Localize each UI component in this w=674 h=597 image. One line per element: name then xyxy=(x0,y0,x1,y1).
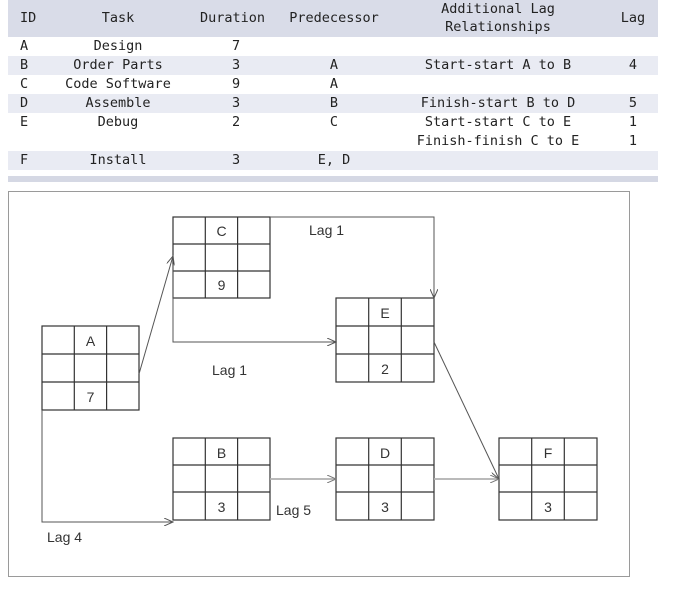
cell-id: E xyxy=(20,114,29,130)
cell-predecessor: C xyxy=(329,114,339,130)
cell-relationship: Start-start C to E xyxy=(424,114,572,130)
cell-duration: 3 xyxy=(232,57,241,73)
table-row xyxy=(8,151,658,170)
arrow-e-to-f xyxy=(434,342,499,479)
arrow-a-to-c xyxy=(139,256,173,374)
node-d xyxy=(336,438,434,520)
node-e xyxy=(336,298,434,382)
cell-task: Code Software xyxy=(65,76,171,92)
lag-label-c-e-top: Lag 1 xyxy=(309,222,345,238)
node-b-id: B xyxy=(216,445,227,461)
header-predecessor: Predecessor xyxy=(289,10,379,26)
cell-task: Design xyxy=(93,38,143,54)
table-row xyxy=(8,75,658,94)
table-header-row xyxy=(8,0,658,37)
node-a-duration: 7 xyxy=(86,389,95,405)
node-f xyxy=(499,438,597,520)
cell-task: Order Parts xyxy=(73,57,163,73)
cell-id: D xyxy=(20,95,29,111)
node-b-duration: 3 xyxy=(217,499,226,515)
cell-lag: 1 xyxy=(628,114,638,130)
cell-duration: 9 xyxy=(232,76,241,92)
node-e-duration: 2 xyxy=(381,361,389,377)
node-c-duration: 9 xyxy=(217,277,226,293)
header-lag: Lag xyxy=(620,10,646,26)
header-relationships-line2: Relationships xyxy=(445,19,551,35)
table-row xyxy=(8,56,658,75)
header-id: ID xyxy=(20,10,37,26)
node-f-id: F xyxy=(543,445,553,461)
header-relationships-line1: Additional Lag xyxy=(441,1,555,17)
cell-task: Install xyxy=(89,152,147,168)
table-row xyxy=(8,37,658,56)
cell-id: B xyxy=(20,57,29,73)
cell-duration: 3 xyxy=(232,95,241,111)
cell-id: A xyxy=(20,38,29,54)
header-duration: Duration xyxy=(200,10,266,26)
arrow-c-to-e-top xyxy=(270,217,434,298)
task-table xyxy=(8,0,658,182)
node-b xyxy=(173,438,270,520)
cell-task: Assemble xyxy=(85,95,151,111)
cell-predecessor: A xyxy=(329,76,339,92)
cell-lag: 4 xyxy=(628,57,638,73)
cell-task: Debug xyxy=(97,114,139,130)
cell-id: C xyxy=(20,76,29,92)
lag-label-a-b: Lag 4 xyxy=(47,529,83,545)
table-row xyxy=(8,113,658,132)
cell-lag: 1 xyxy=(628,133,638,149)
network-diagram-svg xyxy=(9,192,631,578)
header-task: Task xyxy=(101,10,135,26)
cell-predecessor: B xyxy=(329,95,339,111)
network-diagram xyxy=(8,191,630,577)
cell-relationship: Start-start A to B xyxy=(424,57,572,73)
node-a-id: A xyxy=(85,333,96,349)
lag-label-c-e-mid: Lag 1 xyxy=(212,362,248,378)
cell-relationship: Finish-finish C to E xyxy=(416,133,580,149)
node-d-duration: 3 xyxy=(381,499,389,515)
cell-lag: 5 xyxy=(628,95,638,111)
cell-duration: 7 xyxy=(232,38,241,54)
cell-duration: 3 xyxy=(232,152,241,168)
node-c-id: C xyxy=(216,223,227,239)
cell-duration: 2 xyxy=(232,114,241,130)
lag-label-b-d: Lag 5 xyxy=(276,502,312,518)
table-bottom-border xyxy=(8,176,658,182)
cell-id: F xyxy=(20,152,29,168)
table-row xyxy=(8,94,658,113)
node-e-id: E xyxy=(380,305,390,321)
node-d-id: D xyxy=(379,445,391,461)
node-a xyxy=(42,326,139,410)
cell-relationship: Finish-start B to D xyxy=(420,95,576,111)
node-c xyxy=(173,217,270,298)
cell-predecessor: E, D xyxy=(317,152,351,168)
arrow-a-to-b xyxy=(42,410,173,522)
table-row xyxy=(8,132,658,151)
cell-predecessor: A xyxy=(329,57,339,73)
node-f-duration: 3 xyxy=(544,499,552,515)
